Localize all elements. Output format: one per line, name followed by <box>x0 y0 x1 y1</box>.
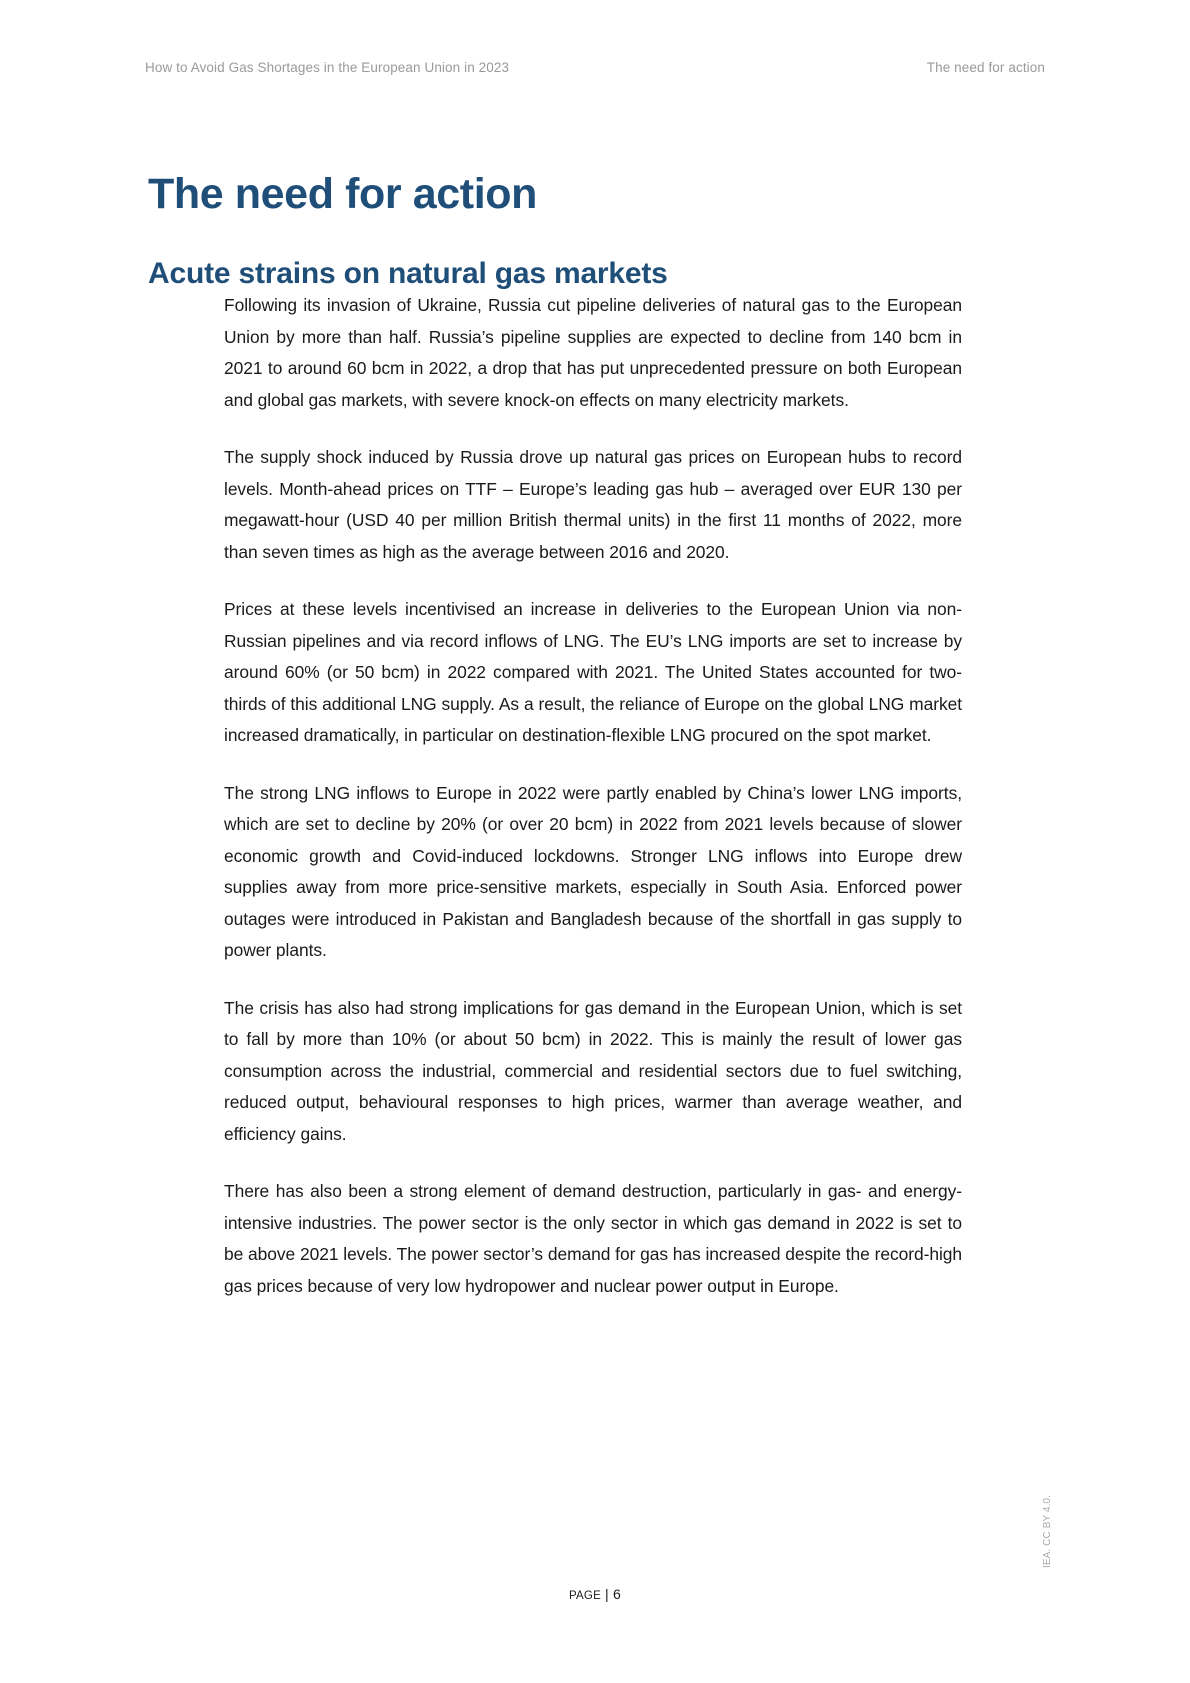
paragraph: Following its invasion of Ukraine, Russia cut pipeline deliveries of natural gas to the European Union by more than half. Russia’s pipeline supplies are expected to decline from 140 bcm in 2021 to around 60 bcm in 2022, a drop that has put unprecedented pressure on both European and global gas markets, with severe knock-on effects on many electricity markets. <box>224 295 962 410</box>
running-header <box>145 60 1045 82</box>
section-title: Acute strains on natural gas markets <box>148 256 668 290</box>
paragraph: The strong LNG inflows to Europe in 2022 were partly enabled by China’s lower LNG imports, which are set to decline by 20% (or over 20 bcm) in 2022 from 2021 levels because of slower economic growth and Covid-induced lockdowns. Stronger LNG inflows into Europe drew supplies away from more price-sensitive markets, especially in South Asia. Enforced power outages were introduced in Pakistan and Bangladesh because of the shortfall in gas supply to power plants. <box>224 782 962 960</box>
paragraph: The crisis has also had strong implications for gas demand in the European Union, which is set to fall by more than 10% (or about 50 bcm) in 2022. This is mainly the result of lower gas consumption across the industrial, commercial and residential sectors due to fuel switching, reduced output, behavioural responses to high prices, warmer than average weather, and efficiency gains. <box>224 997 962 1144</box>
running-header-document-title: How to Avoid Gas Shortages in the European Union in 2023 <box>145 60 510 75</box>
page-number-folio <box>569 1586 621 1602</box>
page-label: PAGE <box>569 1590 601 1602</box>
paragraph: There has also been a strong element of demand destruction, particularly in gas- and energy-intensive industries. The power sector is the only sector in which gas demand in 2022 is set to be above 2021 levels. The power sector’s demand for gas has increased despite the record-high gas prices because of very low hydropower and nuclear power output in Europe. <box>224 1181 962 1296</box>
rights-watermark <box>1042 1398 1064 1568</box>
page-number: 6 <box>612 1586 621 1602</box>
chapter-title: The need for action <box>148 169 537 218</box>
paragraph: The supply shock induced by Russia drove up natural gas prices on European hubs to record levels. Month-ahead prices on TTF – Europe’s leading gas hub – averaged over EUR 130 per megawatt-hour (USD 40 per million British thermal units) in the first 11 months of 2022, more than seven times as high as the average between 2016 and 2020. <box>224 447 962 562</box>
body-text-column <box>224 290 962 1302</box>
page-separator: | <box>605 1586 609 1602</box>
paragraph: Prices at these levels incentivised an increase in deliveries to the European Union via non-Russian pipelines and via record inflows of LNG. The EU’s LNG imports are set to increase by around 60% (or 50 bcm) in 2022 compared with 2021. The United States accounted for two-thirds of this additional LNG supply. As a result, the reliance of Europe on the global LNG market increased dramatically, in particular on destination-flexible LNG procured on the spot market. <box>224 599 962 745</box>
rights-notice-text: IEA. CC BY 4.0. <box>1042 1494 1053 1568</box>
page-footer <box>0 1586 1190 1604</box>
running-header-chapter-title: The need for action <box>926 60 1045 75</box>
